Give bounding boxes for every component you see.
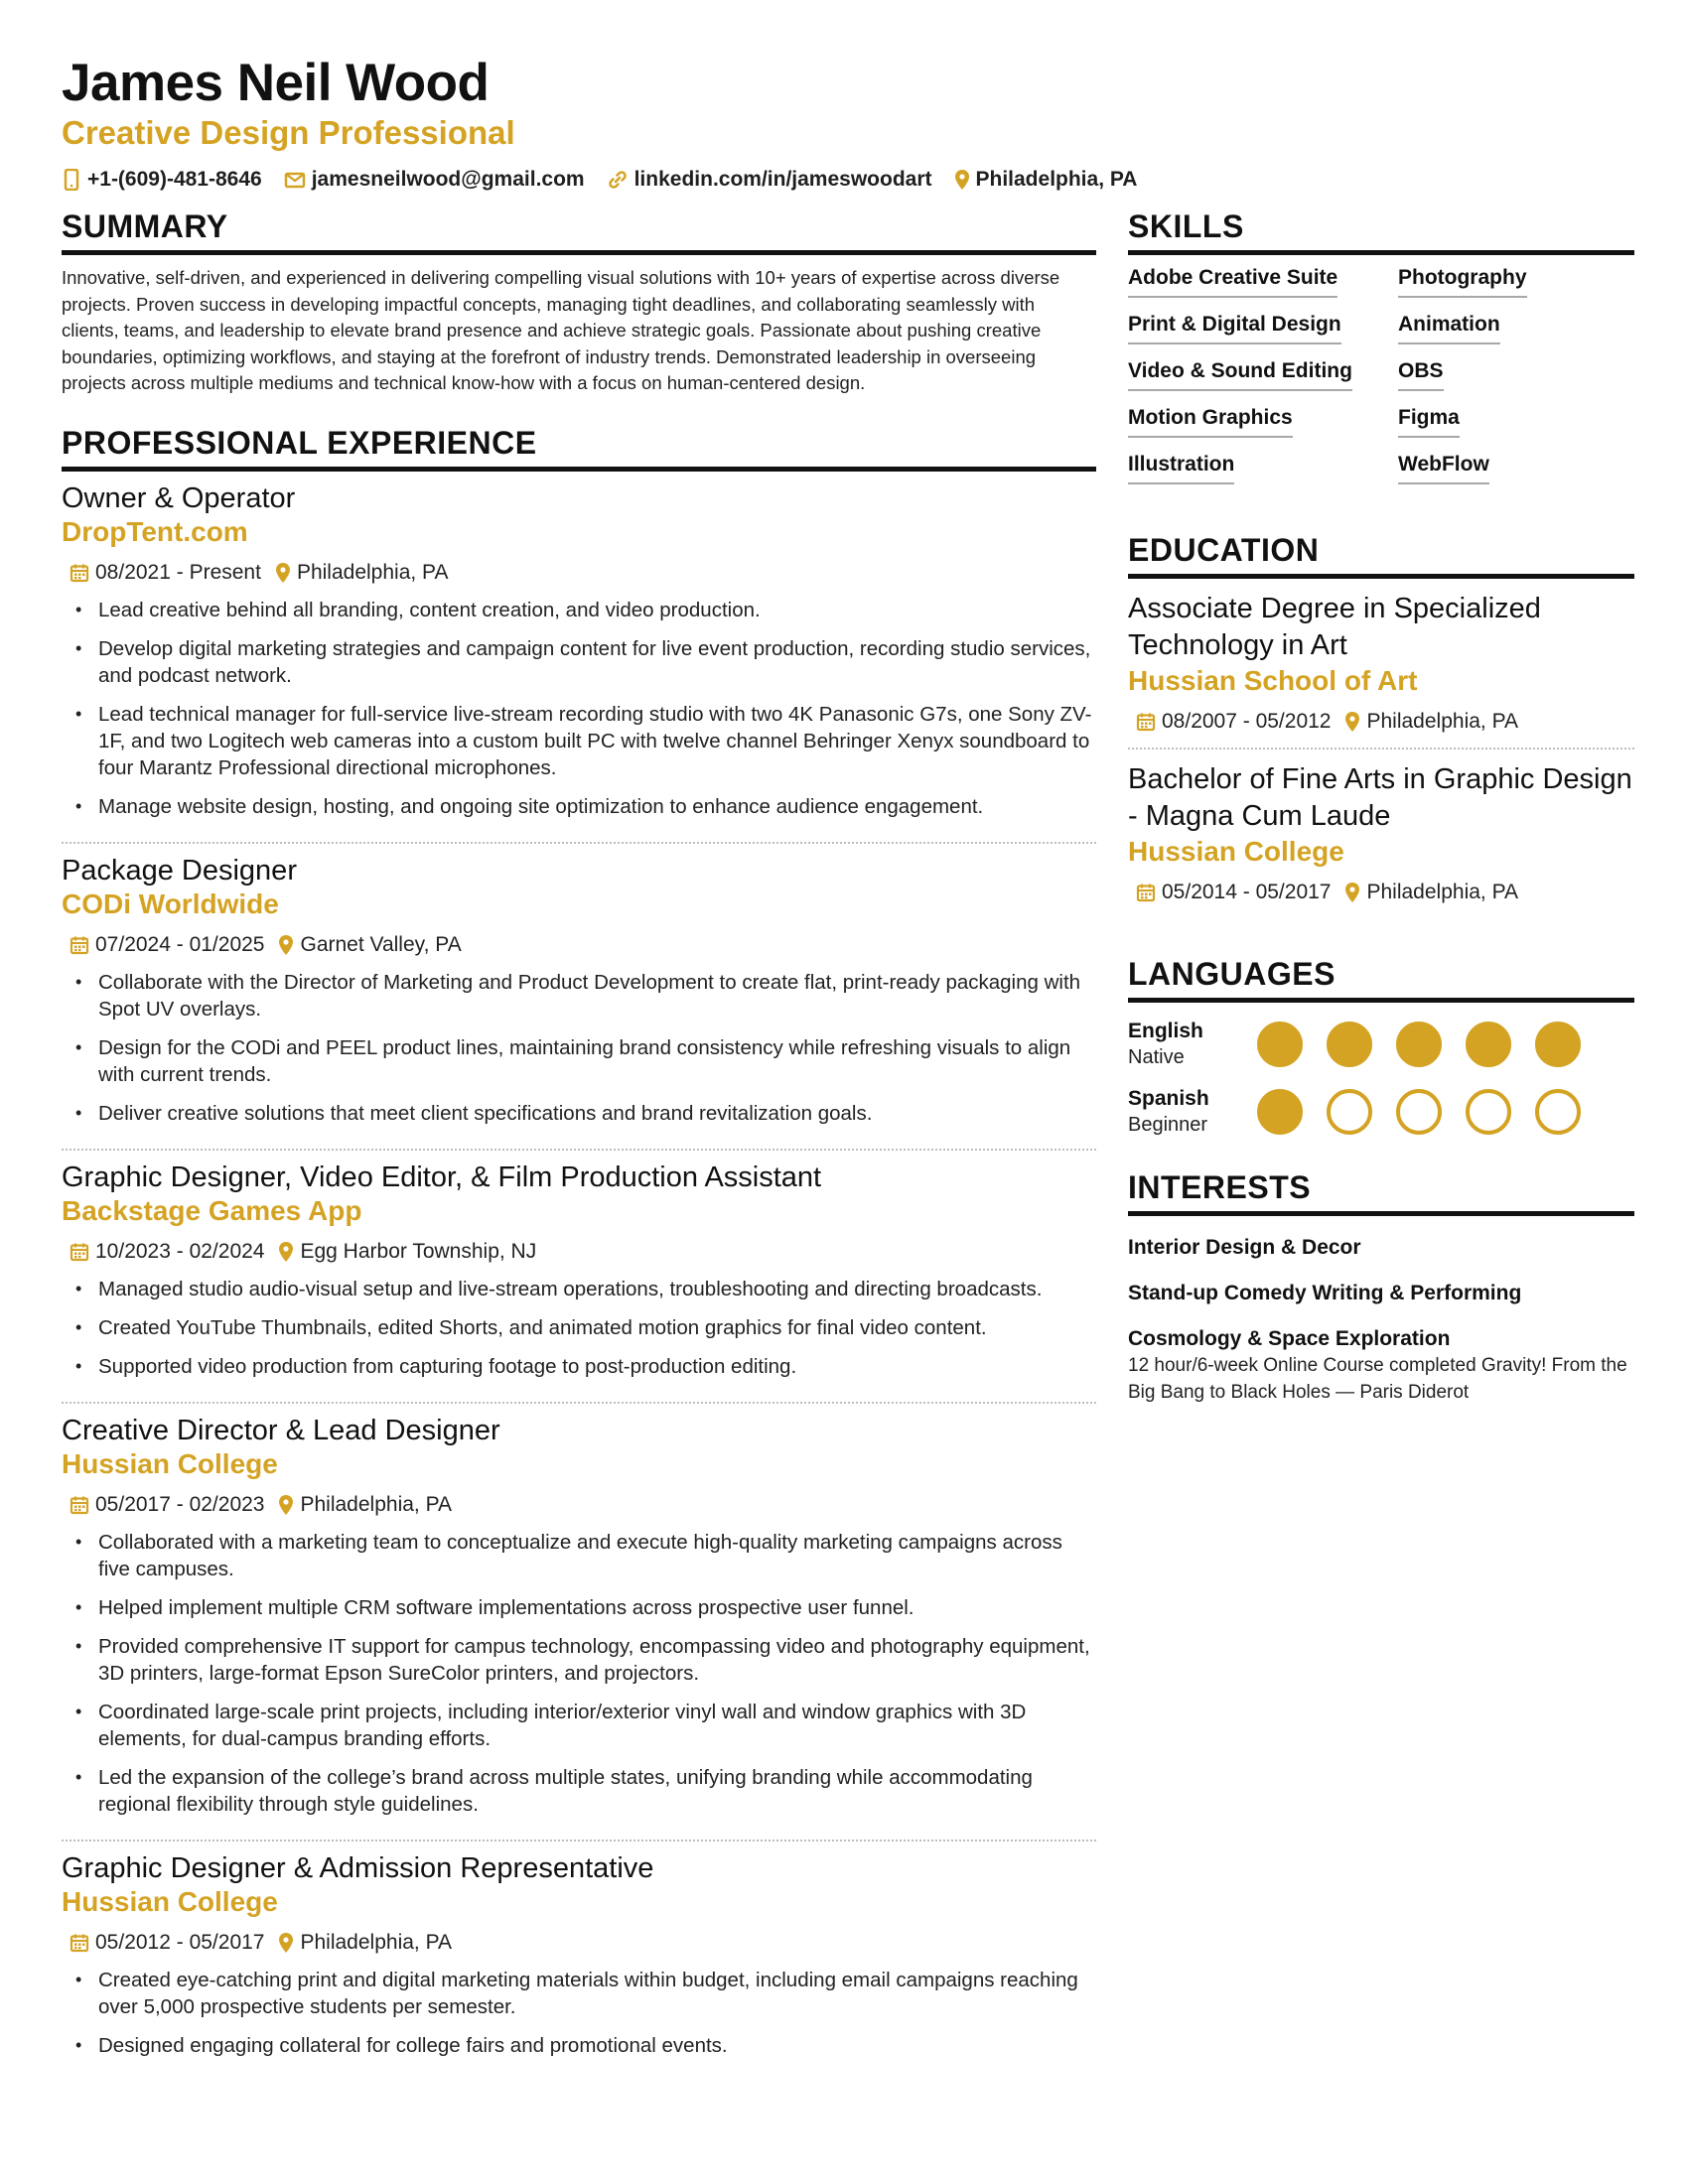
map-pin-icon (278, 1932, 294, 1954)
location (1344, 710, 1518, 734)
job-bullets (62, 1529, 1096, 1818)
language-rating (1257, 1089, 1605, 1135)
contact-bar (62, 165, 1630, 195)
job-bullet: • Supported video production from capturing footage to post-production editing. (62, 1353, 1096, 1380)
job-bullets (62, 969, 1096, 1127)
degree-title: Bachelor of Fine Arts in Graphic Design - Magna Cum Laude (1128, 763, 1632, 832)
job-title: Owner & Operator (62, 481, 296, 514)
rating-dot (1466, 1022, 1511, 1067)
location (278, 1240, 536, 1264)
skill-item (1398, 263, 1634, 298)
skill-label: WebFlow (1398, 450, 1489, 484)
date-location-row (1128, 708, 1634, 736)
date-location-row (62, 1929, 1096, 1957)
company-name: Hussian College (62, 1447, 278, 1479)
date-range (1128, 881, 1331, 904)
location-text: Egg Harbor Township, NJ (300, 1239, 537, 1263)
rating-dot (1327, 1089, 1372, 1135)
degree-title: Associate Degree in Specialized Technology in Art (1128, 593, 1541, 661)
date-text: 08/2007 - 05/2012 (1162, 710, 1332, 733)
experience-heading: PROFESSIONAL EXPERIENCE (62, 423, 1096, 472)
interests-section (1128, 1167, 1634, 1406)
interests-heading: INTERESTS (1128, 1167, 1634, 1216)
location (275, 561, 449, 585)
location-text: Philadelphia, PA (975, 168, 1138, 191)
location (278, 933, 461, 957)
rating-dot (1466, 1089, 1511, 1135)
calendar-icon (70, 1242, 89, 1262)
skill-item (1128, 403, 1398, 438)
job-entry (62, 1404, 1096, 1842)
job-bullet: • Helped implement multiple CRM software implementations across prospective user funnel. (62, 1594, 1096, 1621)
candidate-role: Creative Design Professional (62, 114, 515, 151)
location-text: Philadelphia, PA (1366, 710, 1519, 733)
skill-label: Figma (1398, 403, 1460, 438)
date-range (1128, 710, 1331, 734)
rating-dot (1396, 1089, 1442, 1135)
job-title: Graphic Designer, Video Editor, & Film Production Assistant (62, 1160, 822, 1193)
candidate-name: James Neil Wood (62, 54, 490, 112)
language-labels (1128, 1019, 1257, 1070)
school-name: Hussian College (1128, 836, 1344, 867)
location-text: Garnet Valley, PA (300, 932, 462, 956)
interest-list (1128, 1234, 1634, 1406)
summary-text: Innovative, self-driven, and experienced in delivering compelling visual solutions with 10+ years of expertise across diverse projects. Proven success in developing impactful concepts, managing tight deadlines, and collaborating seamlessly with clients, teams, and leadership to elevate brand presence and achieve strategic goals. Passionate about pushing creative boundaries, optimizing workflows, and staying at the forefront of industry trends. Demonstrated leadership in overseeing projects across multiple mediums and technical know-how with a focus on human-centered design. (62, 267, 1060, 394)
skill-item (1128, 356, 1398, 391)
location-text: Philadelphia, PA (300, 1492, 453, 1516)
date-text: 08/2021 - Present (95, 560, 261, 584)
phone-icon (62, 169, 81, 191)
interest-entry (1128, 1280, 1634, 1307)
rating-dot (1327, 1022, 1372, 1067)
rating-dot (1257, 1022, 1303, 1067)
skill-item (1398, 310, 1634, 344)
job-bullet: • Design for the CODi and PEEL product lines, maintaining brand consistency while refreshing visuals to align with current trends. (62, 1034, 1096, 1088)
education-heading: EDUCATION (1128, 530, 1634, 579)
date-range (62, 1931, 264, 1955)
language-rating (1257, 1022, 1605, 1067)
rating-dot (1257, 1089, 1303, 1135)
calendar-icon (1136, 712, 1156, 732)
location-text: Philadelphia, PA (300, 1930, 453, 1954)
company-name: CODi Worldwide (62, 887, 279, 919)
map-pin-icon (954, 169, 970, 191)
job-bullet: • Led the expansion of the college’s brand across multiple states, unifying branding while accommodating regional flexibility through style guidelines. (62, 1764, 1096, 1818)
languages-section (1128, 954, 1634, 1138)
school-name: Hussian School of Art (1128, 665, 1418, 696)
job-bullets (62, 597, 1096, 820)
company-name: Hussian College (62, 1885, 278, 1917)
date-text: 05/2017 - 02/2023 (95, 1492, 265, 1516)
job-title: Creative Director & Lead Designer (62, 1414, 500, 1446)
date-location-row (62, 559, 1096, 587)
right-column (1128, 206, 1634, 1406)
interest-description: 12 hour/6-week Online Course completed Gravity! From the Big Bang to Black Holes — Paris Diderot (1128, 1355, 1627, 1403)
skill-item (1128, 263, 1398, 298)
left-column (62, 206, 1096, 2081)
rating-dot (1396, 1022, 1442, 1067)
map-pin-icon (278, 934, 294, 956)
job-bullet: • Collaborate with the Director of Marketing and Product Development to create flat, print-ready packaging with Spot UV overlays. (62, 969, 1096, 1023)
job-bullet: • Managed studio audio-visual setup and live-stream operations, troubleshooting and directing broadcasts. (62, 1276, 1096, 1302)
skill-label: Animation (1398, 310, 1500, 344)
calendar-icon (70, 563, 89, 583)
skills-heading: SKILLS (1128, 206, 1634, 255)
language-level: Native (1128, 1046, 1185, 1068)
interest-entry (1128, 1325, 1634, 1406)
job-entry (62, 844, 1096, 1151)
interest-entry (1128, 1234, 1634, 1262)
job-title: Graphic Designer & Admission Representative (62, 1851, 654, 1884)
map-pin-icon (275, 562, 291, 584)
date-range (62, 933, 264, 957)
skill-label: Video & Sound Editing (1128, 356, 1352, 391)
job-bullet: • Provided comprehensive IT support for campus technology, encompassing video and photography equipment, 3D printers, large-format Epson SureColor printers, and projectors. (62, 1633, 1096, 1687)
job-entry (62, 1842, 1096, 2081)
interest-title: Stand-up Comedy Writing & Performing (1128, 1282, 1522, 1304)
education-list (1128, 579, 1634, 918)
job-bullet: • Created eye-catching print and digital marketing materials within budget, including email campaigns reaching over 5,000 prospective students per semester. (62, 1967, 1096, 2020)
date-text: 10/2023 - 02/2024 (95, 1239, 265, 1263)
skill-label: Adobe Creative Suite (1128, 263, 1337, 298)
contact-location (954, 168, 1138, 192)
date-location-row (62, 1491, 1096, 1519)
language-name: Spanish (1128, 1087, 1209, 1110)
interest-title: Interior Design & Decor (1128, 1236, 1361, 1259)
location-text: Philadelphia, PA (296, 560, 449, 584)
job-title: Package Designer (62, 854, 297, 887)
date-range (62, 1493, 264, 1517)
language-name: English (1128, 1020, 1203, 1042)
date-location-row (62, 931, 1096, 959)
skill-item (1398, 356, 1634, 391)
date-text: 07/2024 - 01/2025 (95, 932, 265, 956)
education-entry (1128, 579, 1634, 750)
job-bullet: • Created YouTube Thumbnails, edited Shorts, and animated motion graphics for final video content. (62, 1314, 1096, 1341)
contact-email[interactable] (284, 168, 585, 192)
map-pin-icon (1344, 711, 1360, 733)
location (278, 1493, 452, 1517)
job-bullet: • Lead creative behind all branding, content creation, and video production. (62, 597, 1096, 623)
skill-item (1128, 310, 1398, 344)
skill-label: OBS (1398, 356, 1444, 391)
linkedin-text: linkedin.com/in/jameswoodart (633, 168, 932, 191)
skill-label: Illustration (1128, 450, 1234, 484)
map-pin-icon (278, 1494, 294, 1516)
calendar-icon (70, 1933, 89, 1953)
skill-item (1128, 450, 1398, 484)
date-text: 05/2012 - 05/2017 (95, 1930, 265, 1954)
phone-text: +1-(609)-481-8646 (87, 168, 262, 191)
company-name: DropTent.com (62, 515, 248, 547)
map-pin-icon (1344, 882, 1360, 903)
company-name: Backstage Games App (62, 1194, 362, 1226)
education-entry (1128, 750, 1634, 918)
language-labels (1128, 1086, 1257, 1138)
job-bullet: • Manage website design, hosting, and ongoing site optimization to enhance audience engagement. (62, 793, 1096, 820)
languages-heading: LANGUAGES (1128, 954, 1634, 1003)
skill-item (1398, 450, 1634, 484)
skill-label: Motion Graphics (1128, 403, 1293, 438)
rating-dot (1535, 1022, 1581, 1067)
rating-dot (1535, 1089, 1581, 1135)
resume-header (62, 52, 1630, 195)
job-bullets (62, 1967, 1096, 2059)
education-section (1128, 530, 1634, 918)
interest-title: Cosmology & Space Exploration (1128, 1327, 1451, 1350)
link-icon (607, 169, 629, 191)
map-pin-icon (278, 1241, 294, 1263)
calendar-icon (70, 935, 89, 955)
language-level: Beginner (1128, 1114, 1208, 1136)
language-entry (1128, 1086, 1634, 1138)
skill-label: Print & Digital Design (1128, 310, 1341, 344)
email-text: jamesneilwood@gmail.com (311, 168, 585, 191)
date-location-row (1128, 879, 1634, 906)
summary-heading: SUMMARY (62, 206, 1096, 255)
job-entry (62, 472, 1096, 844)
job-bullet: • Collaborated with a marketing team to conceptualize and execute high-quality marketing campaigns across five campuses. (62, 1529, 1096, 1582)
location-text: Philadelphia, PA (1366, 881, 1519, 903)
location (278, 1931, 452, 1955)
job-entry (62, 1151, 1096, 1404)
calendar-icon (70, 1495, 89, 1515)
job-bullet: • Lead technical manager for full-service live-stream recording studio with two 4K Panasonic G7s, one Sony ZV-1F, and two Logitech web cameras into a custom built PC with twelve channel Behringer Xenyx soundboard to four Marantz Professional directional microphones. (62, 701, 1096, 781)
job-list (62, 472, 1096, 2081)
language-entry (1128, 1019, 1634, 1070)
job-bullet: • Develop digital marketing strategies and campaign content for live event production, recording studio services, and podcast network. (62, 635, 1096, 689)
date-range (62, 1240, 264, 1264)
contact-phone[interactable] (62, 168, 262, 192)
contact-linkedin[interactable] (607, 168, 932, 192)
date-range (62, 561, 261, 585)
job-bullet: • Deliver creative solutions that meet client specifications and brand revitalization goals. (62, 1100, 1096, 1127)
calendar-icon (1136, 883, 1156, 902)
date-location-row (62, 1238, 1096, 1266)
job-bullet: • Designed engaging collateral for college fairs and promotional events. (62, 2032, 1096, 2059)
language-list (1128, 1019, 1634, 1138)
skill-item (1398, 403, 1634, 438)
job-bullet: • Coordinated large-scale print projects, including interior/exterior vinyl wall and window graphics with 3D elements, for dual-campus branding efforts. (62, 1699, 1096, 1752)
skills-grid (1128, 263, 1634, 484)
experience-section (62, 423, 1096, 2081)
date-text: 05/2014 - 05/2017 (1162, 881, 1332, 903)
mail-icon (284, 169, 306, 191)
job-bullets (62, 1276, 1096, 1380)
location (1344, 881, 1518, 904)
skill-label: Photography (1398, 263, 1527, 298)
